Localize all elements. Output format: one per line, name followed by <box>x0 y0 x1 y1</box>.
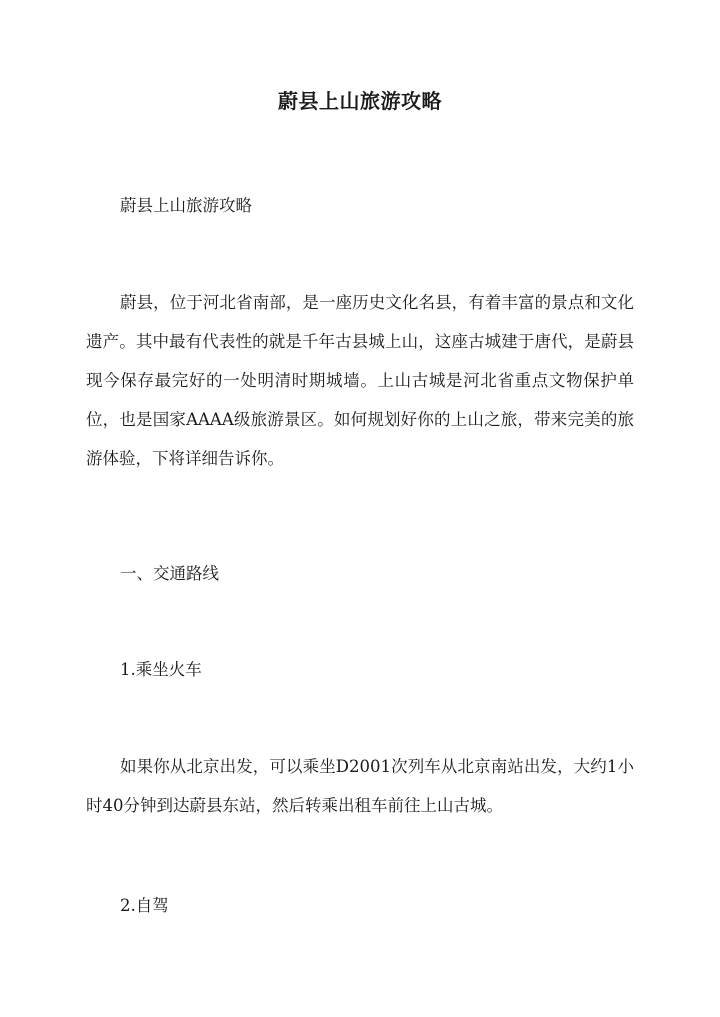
intro-paragraph: 蔚县，位于河北省南部，是一座历史文化名县，有着丰富的景点和文化遗产。其中最有代表性的就是千年古县城上山，这座古城建于唐代，是蔚县现今保存最完好的一处明清时期城墙。上山古城是河北省重点文物保护单位，也是国家AAAA级旅游景区。如何规划好你的上山之旅，带来完美的旅游体验，下将详细告诉你。 <box>86 293 634 468</box>
document-title: 蔚县上山旅游攻略 <box>278 89 442 113</box>
item-heading-self-drive: 2.自驾 <box>120 896 169 915</box>
item-heading-train: 1.乘坐火车 <box>120 660 202 679</box>
train-paragraph: 如果你从北京出发，可以乘坐D2001次列车从北京南站出发，大约1小时40分钟到达蔚县东站，然后转乘出租车前往上山古城。 <box>86 757 634 815</box>
document-subtitle: 蔚县上山旅游攻略 <box>120 196 252 215</box>
section-heading-transport: 一、交通路线 <box>120 564 219 583</box>
